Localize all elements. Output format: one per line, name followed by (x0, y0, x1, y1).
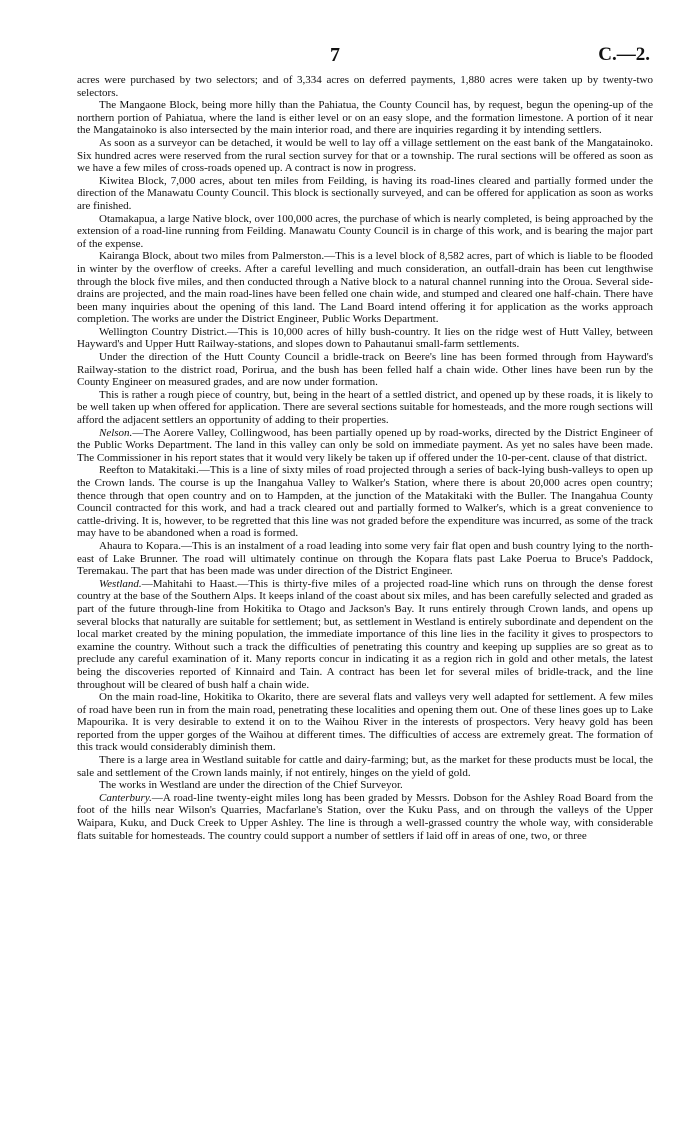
paragraph-text: On the main road-line, Hokitika to Okarito, there are several flats and valleys very well adapted for settlement. A few miles of road have been run in from the main road, penetrating these localities and opening them out. One of these lines goes up to Lake Mapourika. It is very desirable to extend it on to the Waihou River in the interests of prospectors. Very heavy gold has been reported from the upper gorges of the Waihou at different times. The difficulties of access are extremely great. The formation of this track would considerably diminish them. (77, 691, 653, 754)
paragraph (77, 213, 653, 251)
paragraph-text: acres were purchased by two selectors; and of 3,334 acres on deferred payments, 1,880 acres were taken up by twenty-two selectors. (77, 74, 653, 99)
paragraph-text: Kiwitea Block, 7,000 acres, about ten miles from Feilding, is having its road-lines cleared and partially formed under the direction of the Manawatu County Council. This block is sectionally surveyed, and can be offered for application as soon as works are finished. (77, 174, 653, 212)
paragraph-text: Kairanga Block, about two miles from Palmerston.—This is a level block of 8,582 acres, part of which is liable to be flooded in winter by the overflow of creeks. After a careful levelling and much consideration, an outfall-drain has been cut lengthwise through the block five miles, and then conducted through a Native block to a natural channel running into the Oroua. Several side-drains are projected, and the main road-lines have been felled one chain wide, and stumped and cleared one half-chain. There have been many inquiries about the opening of this land. The Land Board intend offering it for application as the works approach completion. The works are under the District Engineer, Public Works Department. (77, 250, 653, 326)
paragraph-text: —Mahitahi to Haast.—This is thirty-five miles of a projected road-line which runs on through the dense forest country at the base of the Southern Alps. It keeps inland of the coast about six miles, and has been carefully selected and graded as part of the future through-line from Hokitika to Otago and Jackson's Bay. It runs entirely through Crown lands, and opens up several blocks that naturally are suitable for settlement; but, as settlement in Westland is entirely subordinate and dependent on the local market created by the mining population, the immediate importance of this line lies in the facility it gives to prospectors to examine the country. Without such a track the difficulties of penetrating this country and keeping up supplies are so great as to preclude any careful examination of it. Many reports concur in indicating it as a region rich in gold and other metals, the latest being the discoveries reported of Kinnaird and Tain. A contract has been let for several miles of bridle-track, and the line throughout will be cleared of bush half a chain wide. (77, 577, 653, 691)
paragraph-text: —The Aorere Valley, Collingwood, has been partially opened up by road-works, directed by the District Engineer of the Public Works Department. The land in this valley can only be sold on immediate payment. As yet no sales have been made. The Commissioner in his report states that it would very likely be taken up if offered under the 10-per-cent. clause of that district. (77, 426, 653, 464)
document-reference: C.—2. (598, 44, 650, 65)
paragraph (77, 326, 653, 351)
paragraph-text: Under the direction of the Hutt County Council a bridle-track on Beere's line has been formed through from Hayward's Railway-station to the district road, Porirua, and the bush has been felled half a chain wide. Other lines have been run by the County Engineer on measured grades, and are now under formation. (77, 351, 653, 389)
paragraph-text: Ahaura to Kopara.—This is an instalment of a road leading into some very fair flat open and bush country lying to the north-east of Lake Brunner. The road will ultimately continue on through the Kopara flats past Lake Poerua to Bruce's Paddock, Teremakau. The part that has been made was under direction of the District Engineer. (77, 539, 653, 578)
paragraph (77, 351, 653, 389)
paragraph-text: Reefton to Matakitaki.—This is a line of sixty miles of road projected through a series of back-lying bush-valleys to open up the Crown lands. The course is up the Inangahua Valley to Walker's Station, where there is about 20,000 acres open country; thence through that open country and on to Hampden, at the junction of the Matakitaki with the Buller. The Inangahua County Council contracted for this work, and had a track cleared out and partially formed to Walker's, which is a great convenience to cattle-driving. It is, however, to be regretted that this line was not graded before the expenditure was incurred, as some of the track may have to be abandoned when a road is formed. (77, 464, 653, 540)
paragraph-text: —A road-line twenty-eight miles long has been graded by Messrs. Dobson for the Ashley Road Board from the foot of the hills near Wilson's Quarries, Macfarlane's Station, over the Kuku Pass, and on through the valleys of the Upper Waipara, Kuku, and Duck Creek to Upper Ashley. The line is through a well-grassed country the whole way, with considerable flats suitable for homesteads. The country could support a number of settlers if laid off in areas of one, two, or three (77, 791, 653, 842)
paragraph-text: The Mangaone Block, being more hilly than the Pahiatua, the County Council has, by request, begun the opening-up of the northern portion of Pahiatua, where the land is either level or on an easy slope, and the formation limestone. A portion of it near the Mangatainoko is also intersected by the main interior road, and there are inquiries regarding it by intending settlers. (77, 99, 653, 137)
section-heading-canterbury: Canterbury. (99, 791, 152, 804)
page-number: 7 (330, 44, 340, 66)
section-heading-nelson: Nelson. (99, 426, 133, 439)
paragraph (77, 754, 653, 779)
paragraph-text: This is rather a rough piece of country, but, being in the heart of a settled district, and opened up by these roads, it is likely to be well taken up when offered for application. There are several sections suitable for homesteads, and the more rough sections will afford the adjacent settlers an opportunity of adding to their properties. (77, 388, 653, 427)
paragraph (77, 427, 653, 465)
paragraph (77, 792, 653, 842)
paragraph (77, 464, 653, 540)
paragraph-text: Otamakapua, a large Native block, over 100,000 acres, the purchase of which is nearly completed, is being approached by the extension of a road-line running from Feilding. Manawatu County Council is in charge of this work, and is bearing the major part of the expense. (77, 212, 653, 250)
paragraph (77, 389, 653, 427)
paragraph (77, 578, 653, 691)
paragraph (77, 779, 653, 792)
paragraph (77, 137, 653, 175)
section-heading-westland: Westland. (99, 577, 142, 590)
paragraph (77, 250, 653, 326)
paragraph (77, 175, 653, 213)
paragraph-text: As soon as a surveyor can be detached, it would be well to lay off a village settlement on the east bank of the Mangatainoko. Six hundred acres were reserved from the rural section survey for that or a township. The rural sections will be offered as soon as we have a few miles of cross-roads opened up. A contract is now in progress. (77, 136, 653, 175)
document-body (77, 74, 653, 842)
paragraph-text: The works in Westland are under the direction of the Chief Surveyor. (99, 779, 403, 792)
paragraph-text: Wellington Country District.—This is 10,000 acres of hilly bush-country. It lies on the ridge west of Hutt Valley, between Hayward's and Upper Hutt Railway-stations, and slopes down to Pahautanui small-farm settlements. (77, 325, 653, 351)
paragraph (77, 74, 653, 99)
paragraph (77, 691, 653, 754)
paragraph-text: There is a large area in Westland suitable for cattle and dairy-farming; but, as the market for these products must be local, the sale and settlement of the Crown lands mainly, if not entirely, hinges on the yield of gold. (77, 754, 653, 779)
paragraph (77, 99, 653, 137)
paragraph (77, 540, 653, 578)
